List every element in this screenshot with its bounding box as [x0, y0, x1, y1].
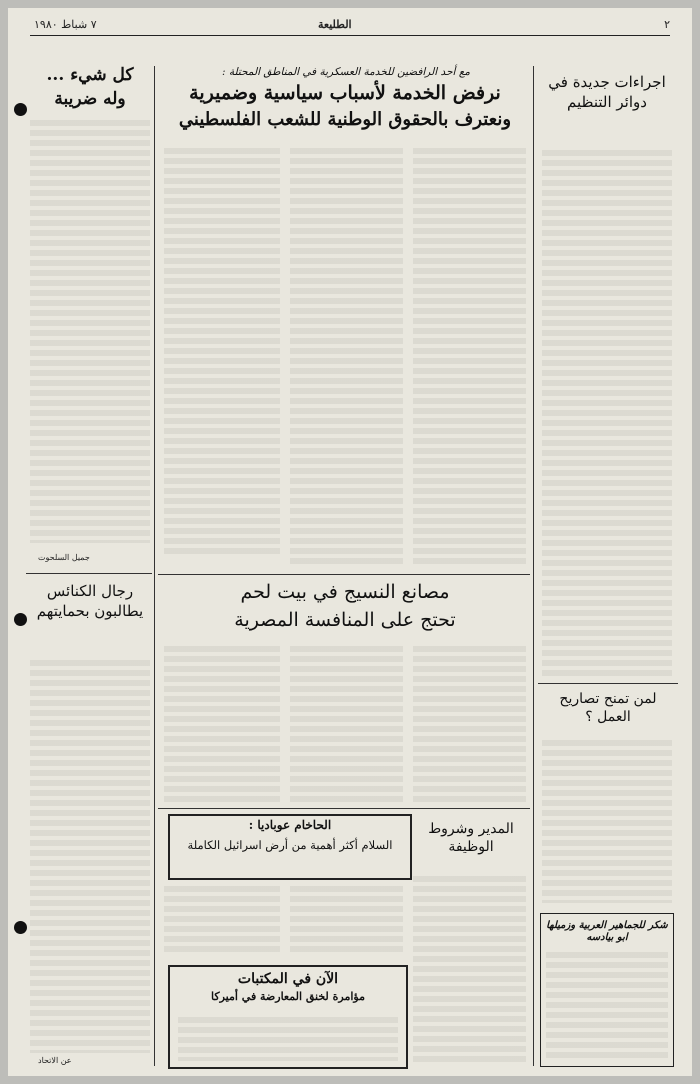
library-headline-line1: الآن في المكتبات: [237, 971, 339, 987]
permits-headline: لمن تمنح تصاريح العمل ؟: [559, 691, 657, 726]
rabbi-text: [164, 884, 280, 956]
rabbi-headline-box: [168, 814, 412, 880]
churches-text: [30, 658, 150, 1053]
rabbi-kicker: الحاخام عوباديا :: [248, 818, 332, 832]
factories-headline-line1: مصانع النسيج في بيت لحم: [240, 581, 450, 603]
lead-article-text: [290, 146, 403, 566]
thanks-text: [546, 950, 668, 1060]
column-signature: جميل السلحوت: [38, 553, 90, 562]
lead-headline-line1: نرفض الخدمة لأسباب سياسية وضميرية: [189, 82, 501, 104]
issue-date: ٧ شباط ١٩٨٠: [34, 18, 97, 31]
factories-headline-line2: تحتج على المنافسة المصرية: [234, 609, 456, 631]
director-headline: المدير وشروط الوظيفة: [428, 821, 514, 856]
section-rule: [26, 573, 152, 574]
factories-text: [413, 644, 526, 802]
library-box: [168, 965, 408, 1069]
procedures-headline: اجراءات جديدة في دوائر التنظيم: [548, 73, 666, 112]
column-headline-line1: كل شيء ...: [46, 65, 134, 85]
thanks-headline: شكر للجماهير العربية وزميلها ابو بيادسه: [546, 920, 668, 943]
rabbi-headline: السلام أكثر أهمية من أرض اسرائيل الكاملة: [187, 838, 393, 852]
library-headline-line2: مؤامرة لخنق المعارضة في أميركا: [211, 990, 365, 1003]
lead-article-text: [413, 146, 526, 566]
binder-hole-top: [14, 103, 27, 116]
library-text: [178, 1015, 398, 1061]
factories-text: [164, 644, 280, 802]
column-text: [30, 118, 150, 543]
rabbi-text: [290, 884, 403, 956]
lead-headline-line2: ونعترف بالحقوق الوطنية للشعب الفلسطيني: [178, 109, 512, 130]
column-headline-line2: وله ضريبة: [54, 89, 126, 109]
section-rule: [158, 574, 530, 575]
lead-article-text: [164, 146, 280, 558]
thanks-box: [540, 913, 674, 1067]
column-rule: [533, 66, 534, 1066]
lead-kicker: مع أحد الرافضين للخدمة العسكرية في المناطق المحتلة :: [221, 66, 471, 78]
header-rule: [30, 35, 670, 36]
section-rule: [158, 808, 530, 809]
column-rule: [154, 66, 155, 1066]
churches-signature: عن الاتحاد: [38, 1056, 72, 1065]
binder-hole-bottom: [14, 921, 27, 934]
page-number: ٢: [664, 18, 670, 31]
newspaper-page: [8, 8, 692, 1076]
section-rule: [538, 683, 678, 684]
permits-text: [542, 738, 672, 903]
binder-hole-middle: [14, 613, 27, 626]
churches-headline: رجال الكنائس يطالبون بحمايتهم: [36, 582, 144, 620]
factories-text: [290, 644, 403, 802]
procedures-text: [542, 148, 672, 678]
director-text: [413, 874, 526, 1066]
section-name: الطليعة: [318, 18, 352, 31]
